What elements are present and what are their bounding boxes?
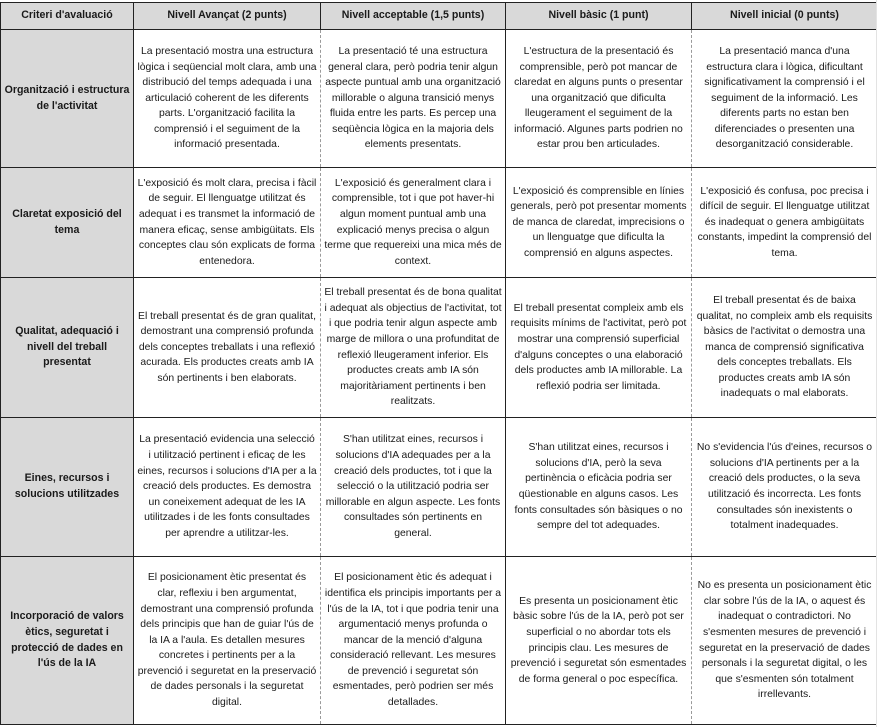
cell-basic[interactable]: S'han utilitzat eines, recursos i solucions d'IA, però la seva pertinència o eficàcia podria ser qüestionable en alguns casos. Les fonts consultades són bàsiques o no sempre del tot adequades.: [506, 418, 692, 557]
cell-acceptable[interactable]: El treball presentat és de bona qualitat i adequat als objectius de l'activitat, tot i que podria tenir algun aspecte amb marge de millora o una profunditat de reflexió lleugerament inferior. Els productes creats amb IA són majoritàriament pertinents i ben realitzats.: [321, 278, 506, 418]
criterion-cell[interactable]: Eines, recursos i solucions utilitzades: [1, 418, 134, 557]
cell-basic[interactable]: Es presenta un posicionament ètic bàsic sobre l'ús de la IA, però pot ser superficial o no abordar tots els principis clau. Les mesures de prevenció i seguretat són esmentades de forma general o poc específica.: [506, 557, 692, 725]
criterion-cell[interactable]: Incorporació de valors ètics, seguretat i protecció de dades en l'ús de la IA: [1, 557, 134, 725]
cell-initial[interactable]: No es presenta un posicionament ètic clar sobre l'ús de la IA, o aquest és inadequat o contradictori. No s'esmenten mesures de prevenció i seguretat en la preservació de dades personals i la seguretat digital, o les que s'esmenten són totalment irrellevants.: [692, 557, 878, 725]
cell-acceptable[interactable]: La presentació té una estructura general clara, però podria tenir algun aspecte puntual amb una organització millorable o alguna transició menys fluida entre les parts. Es percep una seqüència lògica en la majoria dels elements presentats.: [321, 30, 506, 168]
cell-basic[interactable]: El treball presentat compleix amb els requisits mínims de l'activitat, però pot mostrar una comprensió superficial d'alguns conceptes o una elaboració dels productes amb IA millorable. La reflexió podria ser limitada.: [506, 278, 692, 418]
cell-advanced[interactable]: La presentació mostra una estructura lògica i seqüencial molt clara, amb una distribució del temps adequada i una articulació coherent de les diferents parts. L'organització facilita la comprensió i el seguiment de la informació presentada.: [134, 30, 321, 168]
criterion-cell[interactable]: Organització i estructura de l'activitat: [1, 30, 134, 168]
header-row: [1, 3, 878, 30]
cell-advanced[interactable]: El treball presentat és de gran qualitat, demostrant una comprensió profunda dels conceptes treballats i una reflexió acurada. Els productes creats amb IA són pertinents i ben elaborats.: [134, 278, 321, 418]
cell-initial[interactable]: L'exposició és confusa, poc precisa i difícil de seguir. El llenguatge utilitzat és inadequat o genera ambigüitats constants, impedint la comprensió del tema.: [692, 168, 878, 278]
table-row: [1, 30, 878, 168]
cell-advanced[interactable]: L'exposició és molt clara, precisa i fàcil de seguir. El llenguatge utilitzat és adequat i es transmet la informació de manera eficaç, sense ambigüitats. Els conceptes clau són explicats de forma entenedora.: [134, 168, 321, 278]
cell-initial[interactable]: El treball presentat és de baixa qualitat, no compleix amb els requisits bàsics de l'activitat o demostra una manca de comprensió significativa dels conceptes treballats. Els productes creats amb IA són inadequats o mal elaborats.: [692, 278, 878, 418]
cell-initial[interactable]: No s'evidencia l'ús d'eines, recursos o solucions d'IA pertinents per a la creació dels productes, o la seva utilització és incorrecta. Les fonts consultades són inexistents o totalment inadequades.: [692, 418, 878, 557]
cell-acceptable[interactable]: El posicionament ètic és adequat i identifica els principis importants per a l'ús de la IA, tot i que podria tenir una argumentació menys profunda o mancar de la menció d'alguna consideració rellevant. Les mesures de prevenció i seguretat són esmentades, però podrien ser més detallades.: [321, 557, 506, 725]
cell-basic[interactable]: L'exposició és comprensible en línies generals, però pot presentar moments de manca de claredat, imprecisions o un llenguatge que dificulta la comprensió en alguns aspectes.: [506, 168, 692, 278]
header-level-initial[interactable]: Nivell inicial (0 punts): [692, 3, 878, 30]
criterion-cell[interactable]: Qualitat, adequació i nivell del treball presentat: [1, 278, 134, 418]
header-level-basic[interactable]: Nivell bàsic (1 punt): [506, 3, 692, 30]
cell-advanced[interactable]: La presentació evidencia una selecció i utilització pertinent i eficaç de les eines, recursos i solucions d'IA per a la creació dels productes. Es demostra un coneixement adequat de les IA utilitzades i de les fonts consultades per aprendre a utilitzar-les.: [134, 418, 321, 557]
cell-advanced[interactable]: El posicionament ètic presentat és clar, reflexiu i ben argumentat, demostrant una comprensió profunda dels principis que han de guiar l'ús de la IA a l'aula. Es detallen mesures concretes i pertinents per a la prevenció i seguretat en la preservació de dades personals i la seguretat digital.: [134, 557, 321, 725]
cell-initial[interactable]: La presentació manca d'una estructura clara i lògica, dificultant significativament la comprensió i el seguiment de la informació. Les diferents parts no estan ben diferenciades o presenten una desorganització considerable.: [692, 30, 878, 168]
rubric-table: [0, 2, 878, 725]
table-row: [1, 278, 878, 418]
table-row: [1, 557, 878, 725]
sheet-edge: [876, 0, 881, 727]
table-row: [1, 168, 878, 278]
header-level-advanced[interactable]: Nivell Avançat (2 punts): [134, 3, 321, 30]
header-level-acceptable[interactable]: Nivell acceptable (1,5 punts): [321, 3, 506, 30]
table-row: [1, 418, 878, 557]
cell-acceptable[interactable]: S'han utilitzat eines, recursos i solucions d'IA adequades per a la creació dels productes, tot i que la selecció o la utilització podria ser millorable en algun aspecte. Les fonts consultades són pertinents en general.: [321, 418, 506, 557]
criterion-cell[interactable]: Claretat exposició del tema: [1, 168, 134, 278]
cell-basic[interactable]: L'estructura de la presentació és comprensible, però pot mancar de claredat en alguns punts o presentar una organització que dificulta lleugerament el seguiment de la informació. Algunes parts podrien no estar prou ben articulades.: [506, 30, 692, 168]
cell-acceptable[interactable]: L'exposició és generalment clara i comprensible, tot i que pot haver-hi algun moment puntual amb una explicació menys precisa o algun terme que requereixi una mica més de context.: [321, 168, 506, 278]
header-criterion[interactable]: Criteri d'avaluació: [1, 3, 134, 30]
